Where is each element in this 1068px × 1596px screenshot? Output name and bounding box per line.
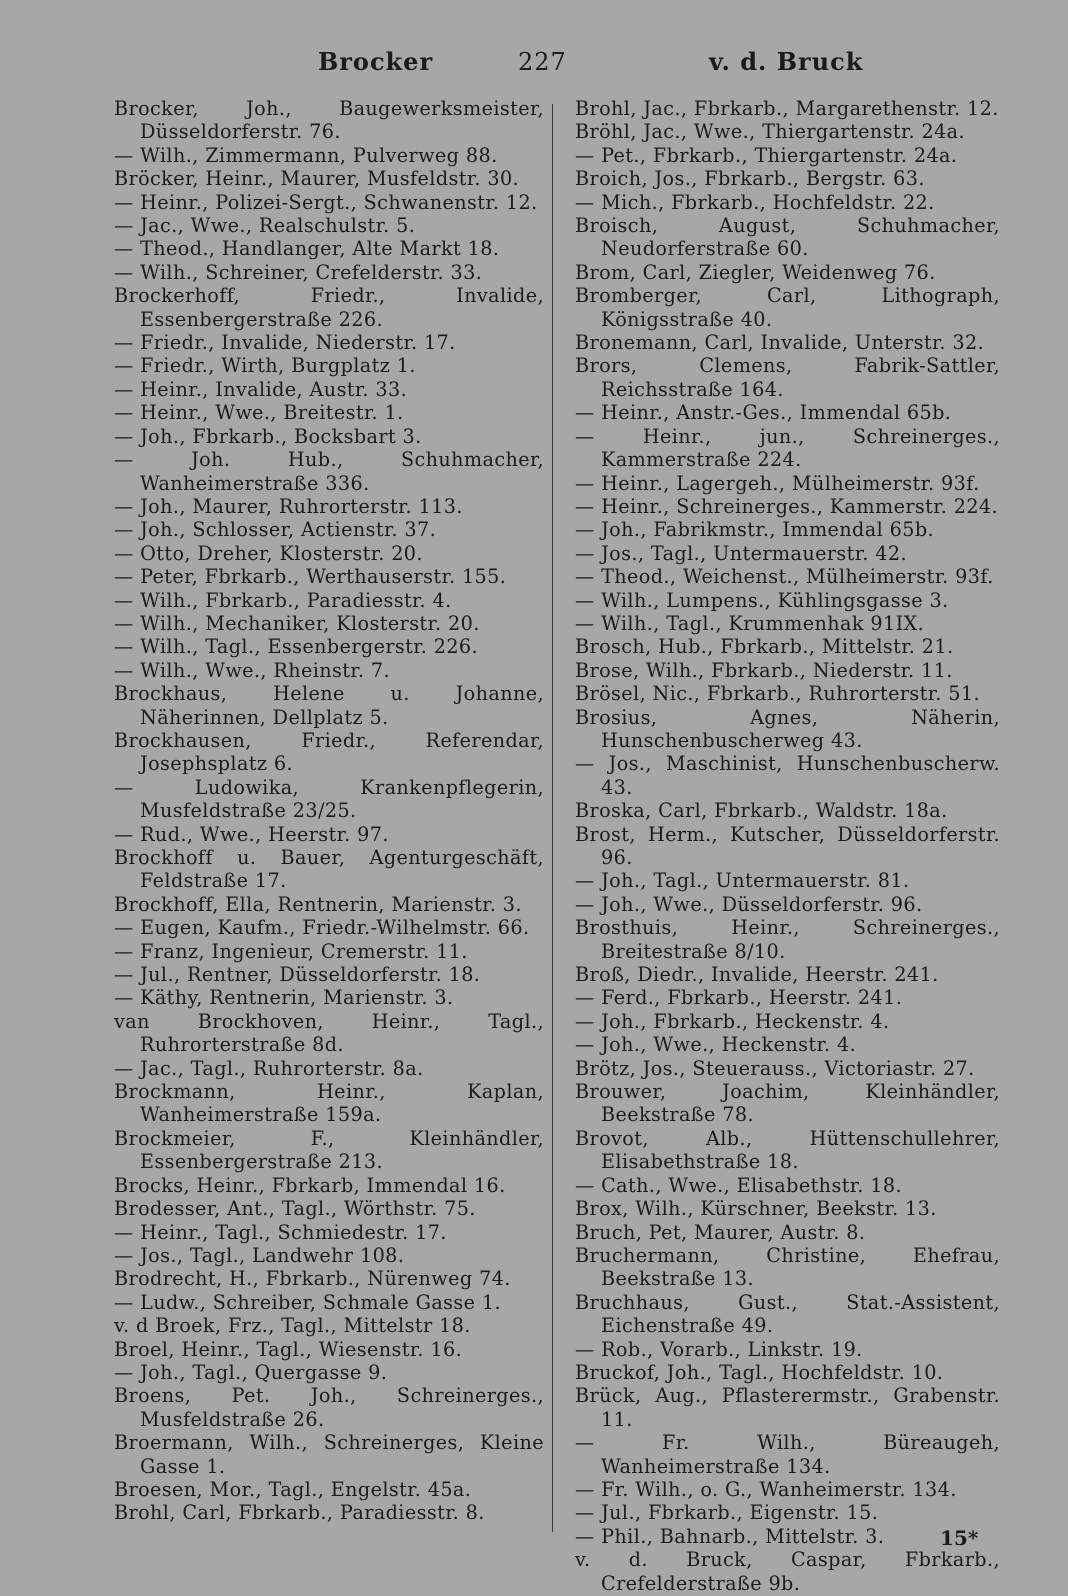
directory-entry: — Ferd., Fbrkarb., Heerstr. 241.: [575, 986, 903, 1010]
directory-entry: Bruckof, Joh., Tagl., Hochfeldstr. 10.: [575, 1360, 944, 1384]
directory-entry: Brox, Wilh., Kürschner, Beekstr. 13.: [575, 1197, 937, 1221]
directory-entry: — Jos., Tagl., Untermauerstr. 42.: [575, 541, 907, 565]
header-right-guide-word: v. d. Bruck: [709, 47, 864, 76]
directory-entry: Brom, Carl, Ziegler, Weidenweg 76.: [575, 260, 936, 284]
directory-entry: — Wilh., Mechaniker, Klosterstr. 20.: [114, 611, 480, 635]
directory-entry: — Wilh., Wwe., Rheinstr. 7.: [114, 658, 390, 682]
directory-entry: Bromberger, Carl, Lithograph, Königsstraße 40.: [575, 284, 1000, 331]
directory-entry: Brockhausen, Friedr., Referendar, Josephsplatz 6.: [114, 728, 544, 776]
directory-entry: — Joh., Wwe., Heckenstr. 4.: [575, 1033, 857, 1057]
directory-entry: — Heinr., Invalide, Austr. 33.: [114, 377, 408, 401]
directory-entry: Brodrecht, H., Fbrkarb., Nürenweg 74.: [114, 1267, 511, 1291]
directory-entry: Brockhoff u. Bauer, Agenturgeschäft, Feldstraße 17.: [114, 846, 544, 893]
directory-entry: v. d. Bruck, Caspar, Fbrkarb., Crefelderstraße 9b.: [575, 1548, 1000, 1595]
directory-entry: — Wilh., Fbrkarb., Paradiesstr. 4.: [114, 588, 452, 612]
directory-entry: — Jos., Maschinist, Hunschenbuscherw. 43.: [575, 752, 1000, 799]
directory-entry: — Pet., Fbrkarb., Thiergartenstr. 24a.: [575, 143, 958, 167]
directory-entry: Brösel, Nic., Fbrkarb., Ruhrorterstr. 51.: [575, 682, 980, 706]
directory-entry: Broesen, Mor., Tagl., Engelstr. 45a.: [114, 1477, 472, 1501]
directory-entry: — Heinr., jun., Schreinerges., Kammerstraße 224.: [575, 424, 1000, 472]
directory-entry: Brocker, Joh., Baugewerksmeister, Düsseldorferstr. 76.: [114, 97, 544, 144]
directory-entry: Brockhoff, Ella, Rentnerin, Marienstr. 3.: [114, 892, 522, 916]
directory-entry: — Rud., Wwe., Heerstr. 97.: [114, 822, 389, 846]
directory-entry: — Theod., Weichenst., Mülheimerstr. 93f.: [575, 565, 994, 589]
directory-entry: — Joh., Fabrikmstr., Immendal 65b.: [575, 518, 935, 542]
directory-entry: — Joh. Hub., Schuhmacher, Wanheimerstraße 336.: [114, 448, 544, 495]
directory-entry: — Phil., Bahnarb., Mittelstr. 3.: [575, 1524, 885, 1548]
directory-entry: Brosthuis, Heinr., Schreinerges., Breitestraße 8/10.: [575, 916, 1000, 963]
directory-entry: — Eugen, Kaufm., Friedr.-Wilhelmstr. 66.: [114, 916, 530, 940]
directory-entry: — Käthy, Rentnerin, Marienstr. 3.: [114, 986, 454, 1010]
directory-entry: — Fr. Wilh., o. G., Wanheimerstr. 134.: [575, 1477, 957, 1501]
directory-entry: — Heinr., Tagl., Schmiedestr. 17.: [114, 1220, 447, 1244]
directory-entry: — Jul., Fbrkarb., Eigenstr. 15.: [575, 1501, 879, 1525]
directory-entry: — Peter, Fbrkarb., Werthauserstr. 155.: [114, 565, 507, 589]
directory-entry: — Jos., Tagl., Landwehr 108.: [114, 1243, 405, 1267]
directory-entry: Brocks, Heinr., Fbrkarb, Immendal 16.: [114, 1173, 506, 1197]
column-divider: [552, 104, 553, 1532]
directory-entry: — Wilh., Lumpens., Kühlingsgasse 3.: [575, 588, 949, 612]
directory-entry: van Brockhoven, Heinr., Tagl., Ruhrorterstraße 8d.: [114, 1009, 544, 1057]
directory-entry: — Heinr., Polizei-Sergt., Schwanenstr. 12.: [114, 190, 538, 214]
directory-entry: — Rob., Vorarb., Linkstr. 19.: [575, 1337, 863, 1361]
directory-entry: — Jac., Tagl., Ruhrorterstr. 8a.: [114, 1056, 424, 1080]
directory-entry: Bruchhaus, Gust., Stat.-Assistent, Eichenstraße 49.: [575, 1290, 1000, 1338]
directory-entry: — Ludowika, Krankenpflegerin, Musfeldstraße 23/25.: [114, 775, 544, 823]
directory-entry: Brosius, Agnes, Näherin, Hunschenbuscherweg 43.: [575, 705, 1000, 752]
directory-entry: v. d Broek, Frz., Tagl., Mittelstr 18.: [114, 1314, 471, 1338]
directory-entry: — Joh., Maurer, Ruhrorterstr. 113.: [114, 494, 463, 518]
directory-entry: Brück, Aug., Pflasterermstr., Grabenstr. 11.: [575, 1384, 1000, 1431]
directory-entry: — Joh., Fbrkarb., Bocksbart 3.: [114, 424, 422, 448]
directory-entry: Broska, Carl, Fbrkarb., Waldstr. 18a.: [575, 799, 948, 823]
directory-entry: Broermann, Wilh., Schreinerges, Kleine Gasse 1.: [114, 1431, 544, 1478]
directory-entry: Brockerhoff, Friedr., Invalide, Essenbergerstraße 226.: [114, 284, 544, 331]
directory-entry: Brockhaus, Helene u. Johanne, Näherinnen, Dellplatz 5.: [114, 682, 544, 729]
directory-entry: — Heinr., Lagergeh., Mülheimerstr. 93f.: [575, 471, 980, 495]
directory-entry: — Heinr., Anstr.-Ges., Immendal 65b.: [575, 401, 952, 425]
directory-entry: Broel, Heinr., Tagl., Wiesenstr. 16.: [114, 1337, 463, 1361]
directory-entry: — Jac., Wwe., Realschulstr. 5.: [114, 214, 416, 238]
directory-entry: Brovot, Alb., Hüttenschullehrer, Elisabethstraße 18.: [575, 1126, 1000, 1174]
directory-entry: Brohl, Jac., Fbrkarb., Margarethenstr. 12.: [575, 97, 999, 120]
directory-entry: — Theod., Handlanger, Alte Markt 18.: [114, 237, 500, 261]
directory-entry: Bronemann, Carl, Invalide, Unterstr. 32.: [575, 331, 985, 355]
directory-entry: Brosch, Hub., Fbrkarb., Mittelstr. 21.: [575, 635, 954, 659]
directory-entry: Brockmann, Heinr., Kaplan, Wanheimerstraße 159a.: [114, 1080, 544, 1127]
directory-entry: — Jul., Rentner, Düsseldorferstr. 18.: [114, 963, 481, 987]
directory-entry: Bruchermann, Christine, Ehefrau, Beekstraße 13.: [575, 1243, 1000, 1291]
directory-entry: — Mich., Fbrkarb., Hochfeldstr. 22.: [575, 190, 935, 214]
directory-entry: Brose, Wilh., Fbrkarb., Niederstr. 11.: [575, 658, 953, 682]
header-left-guide-word: Brocker: [318, 47, 434, 76]
directory-entry: — Friedr., Invalide, Niederstr. 17.: [114, 331, 456, 355]
directory-entry: Bröcker, Heinr., Maurer, Musfeldstr. 30.: [114, 167, 520, 191]
directory-entry: — Franz, Ingenieur, Cremerstr. 11.: [114, 939, 468, 963]
signature-mark: 15*: [940, 1526, 979, 1550]
left-column: [114, 97, 544, 1525]
directory-entry: — Wilh., Tagl., Essenbergerstr. 226.: [114, 635, 479, 659]
directory-entry: — Wilh., Tagl., Krummenhak 91IX.: [575, 611, 925, 635]
directory-entry: — Cath., Wwe., Elisabethstr. 18.: [575, 1173, 902, 1197]
directory-entry: Brockmeier, F., Kleinhändler, Essenbergerstraße 213.: [114, 1126, 544, 1174]
directory-entry: — Otto, Dreher, Klosterstr. 20.: [114, 541, 423, 565]
directory-entry: — Joh., Fbrkarb., Heckenstr. 4.: [575, 1009, 890, 1033]
page-number: 227: [518, 48, 567, 76]
directory-entry: — Heinr., Wwe., Breitestr. 1.: [114, 401, 404, 425]
directory-entry: — Joh., Tagl., Quergasse 9.: [114, 1360, 388, 1384]
directory-entry: — Joh., Wwe., Düsseldorferstr. 96.: [575, 892, 923, 916]
directory-entry: Bröhl, Jac., Wwe., Thiergartenstr. 24a.: [575, 120, 965, 144]
right-column: [575, 97, 1000, 1595]
directory-entry: Brors, Clemens, Fabrik-Sattler, Reichsstraße 164.: [575, 354, 1000, 401]
directory-entry: Broich, Jos., Fbrkarb., Bergstr. 63.: [575, 167, 925, 191]
directory-entry: — Fr. Wilh., Büreaugeh, Wanheimerstraße 134.: [575, 1431, 1000, 1478]
directory-entry: — Joh., Tagl., Untermauerstr. 81.: [575, 869, 910, 893]
directory-entry: Brötz, Jos., Steuerauss., Victoriastr. 27.: [575, 1056, 975, 1080]
directory-entry: — Wilh., Zimmermann, Pulverweg 88.: [114, 143, 498, 167]
directory-entry: Brohl, Carl, Fbrkarb., Paradiesstr. 8.: [114, 1501, 485, 1525]
directory-entry: Brost, Herm., Kutscher, Düsseldorferstr. 96.: [575, 822, 1000, 869]
directory-entry: — Joh., Schlosser, Actienstr. 37.: [114, 518, 437, 542]
directory-entry: Brodesser, Ant., Tagl., Wörthstr. 75.: [114, 1197, 476, 1221]
directory-entry: Bruch, Pet, Maurer, Austr. 8.: [575, 1220, 866, 1244]
directory-entry: — Heinr., Schreinerges., Kammerstr. 224.: [575, 494, 999, 518]
directory-entry: — Wilh., Schreiner, Crefelderstr. 33.: [114, 260, 483, 284]
directory-entry: Broß, Diedr., Invalide, Heerstr. 241.: [575, 963, 939, 987]
directory-entry: Brouwer, Joachim, Kleinhändler, Beekstraße 78.: [575, 1080, 1000, 1127]
directory-entry: Broens, Pet. Joh., Schreinerges., Musfeldstraße 26.: [114, 1384, 544, 1431]
directory-entry: — Friedr., Wirth, Burgplatz 1.: [114, 354, 416, 378]
directory-entry: Broisch, August, Schuhmacher, Neudorferstraße 60.: [575, 214, 1000, 261]
directory-entry: — Ludw., Schreiber, Schmale Gasse 1.: [114, 1290, 502, 1314]
